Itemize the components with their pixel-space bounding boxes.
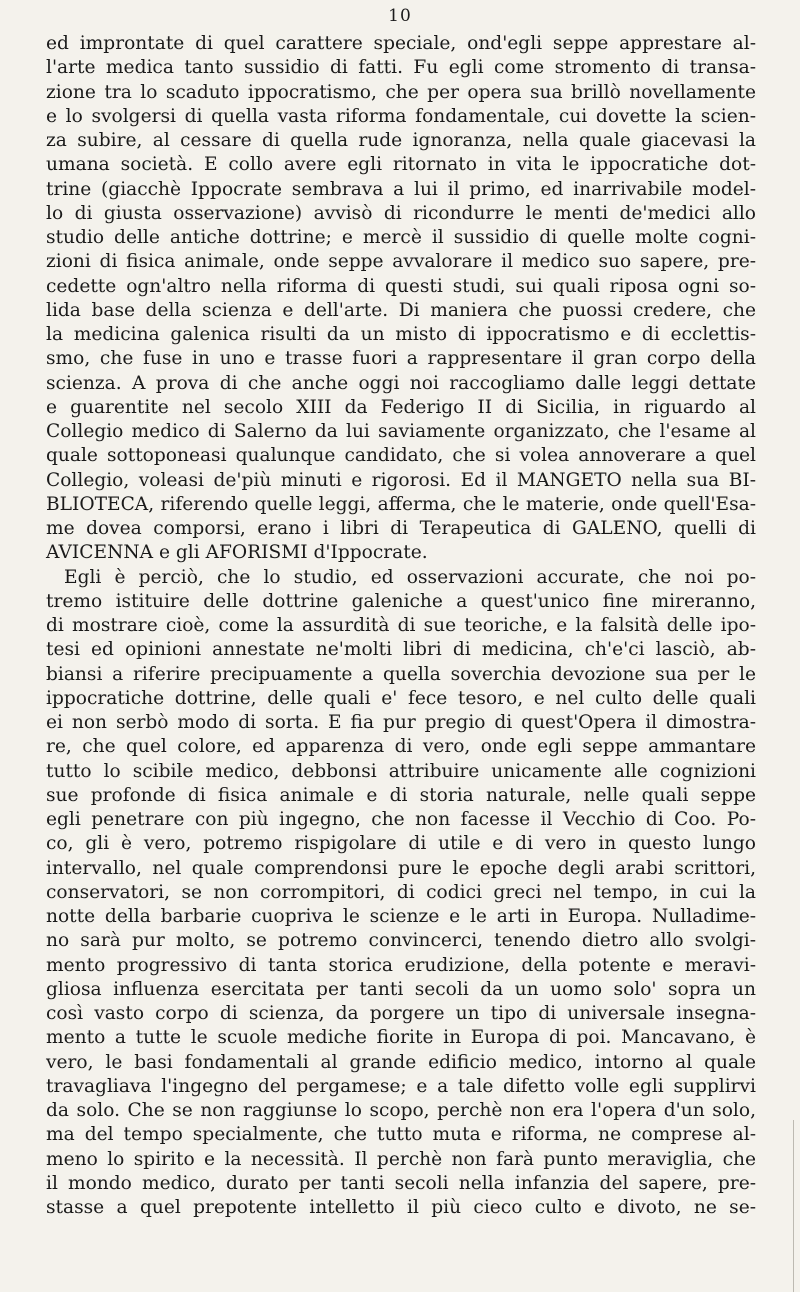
text-line: umana società. E collo avere egli ritornato in vita le ippocratiche dot- bbox=[46, 154, 756, 176]
text-line: zione tra lo scaduto ippocratismo, che per opera sua brillò novellamente bbox=[46, 81, 756, 103]
text-line: ei non serbò modo di sorta. E fia pur pregio di quest'Opera il dimostra- bbox=[46, 712, 756, 733]
text-line: za subire, al cessare di quella rude ignoranza, nella quale giacevasi la bbox=[46, 130, 756, 151]
text-line: quale sottoponeasi qualunque candidato, che si volea annoverare a quel bbox=[46, 445, 756, 467]
text-line: ippocratiche dottrine, delle quali e' fece tesoro, e nel culto delle quali bbox=[46, 687, 756, 709]
text-line: smo, che fuse in uno e trasse fuori a rappresentare il gran corpo della bbox=[46, 348, 756, 370]
text-line: sue profonde di fisica animale e di storia naturale, nelle quali seppe bbox=[46, 784, 756, 806]
text-line: biansi a riferire precipuamente a quella soverchia devozione sua per le bbox=[46, 663, 756, 685]
text-line: BLIOTECA, riferendo quelle leggi, afferma, che le materie, onde quell'Esa- bbox=[46, 493, 756, 515]
text-line: intervallo, nel quale comprendonsi pure le epoche degli arabi scrittori, bbox=[46, 857, 756, 879]
text-line: re, che quel colore, ed apparenza di vero, onde egli seppe ammantare bbox=[46, 736, 756, 758]
text-line: conservatori, se non corrompitori, di codici greci nel tempo, in cui la bbox=[46, 881, 756, 903]
text-line: mento progressivo di tanta storica erudizione, della potente e meravi- bbox=[46, 954, 756, 976]
text-line: egli penetrare con più ingegno, che non facesse il Vecchio di Coo. Po- bbox=[46, 809, 756, 830]
text-line: da solo. Che se non raggiunse lo scopo, perchè non era l'opera d'un solo, bbox=[46, 1100, 756, 1121]
text-line: trine (giacchè Ippocrate sembrava a lui il primo, ed inarrivabile model- bbox=[46, 178, 756, 200]
text-line: ma del tempo specialmente, che tutto muta e riforma, ne comprese al- bbox=[46, 1124, 756, 1146]
body-text bbox=[46, 32, 756, 1220]
page-number: 10 bbox=[388, 6, 412, 26]
text-line: e guarentite nel secolo XIII da Federigo II di Sicilia, in riguardo al bbox=[46, 396, 756, 418]
text-line: tesi ed opinioni annestate ne'molti libri di medicina, ch'e'ci lasciò, ab- bbox=[46, 639, 756, 661]
text-line: l'arte medica tanto sussidio di fatti. Fu egli come stromento di transa- bbox=[46, 57, 756, 79]
text-line: no sarà pur molto, se potremo convincerci, tenendo dietro allo svolgi- bbox=[46, 930, 756, 952]
text-line: gliosa influenza esercitata per tanti secoli da un uomo solo' sopra un bbox=[46, 978, 756, 1000]
text-line: studio delle antiche dottrine; e mercè il sussidio di quelle molte cogni- bbox=[46, 227, 756, 248]
text-line: mento a tutte le scuole mediche fiorite in Europa di poi. Mancavano, è bbox=[46, 1027, 756, 1049]
text-line: stasse a quel prepotente intelletto il più cieco culto e divoto, ne se- bbox=[46, 1197, 756, 1218]
text-line: il mondo medico, durato per tanti secoli nella infanzia del sapere, pre- bbox=[46, 1172, 756, 1194]
text-line: meno lo spirito e la necessità. Il perchè non farà punto meraviglia, che bbox=[46, 1148, 756, 1170]
text-line: lida base della scienza e dell'arte. Di maniera che puossi credere, che bbox=[46, 299, 756, 321]
text-line: co, gli è vero, potremo rispigolare di utile e di vero in questo lungo bbox=[46, 833, 756, 855]
text-line: AVICENNA e gli AFORISMI d'Ippocrate. bbox=[46, 542, 428, 564]
text-line: travagliava l'ingegno del pergamese; e a tale difetto volle egli supplirvi bbox=[46, 1075, 756, 1097]
text-line: cedette ogn'altro nella riforma di questi studi, sui quali riposa ogni so- bbox=[46, 275, 756, 297]
text-line: e lo svolgersi di quella vasta riforma fondamentale, cui dovette la scien- bbox=[46, 105, 756, 127]
text-line: di mostrare cioè, come la assurdità di sue teoriche, e la falsità delle ipo- bbox=[46, 615, 756, 636]
text-line: scienza. A prova di che anche oggi noi raccogliamo dalle leggi dettate bbox=[46, 372, 756, 394]
text-line: tremo istituire delle dottrine galeniche a quest'unico fine mireranno, bbox=[46, 590, 756, 612]
text-line: la medicina galenica risulti da un misto di ippocratismo e di ecclettis- bbox=[46, 324, 756, 345]
text-line: Egli è perciò, che lo studio, ed osservazioni accurate, che noi po- bbox=[64, 566, 756, 588]
text-line: tutto lo scibile medico, debbonsi attribuire unicamente alle cognizioni bbox=[46, 760, 756, 782]
text-line: lo di giusta osservazione) avvisò di ricondurre le menti de'medici allo bbox=[46, 202, 756, 224]
text-line: Collegio medico di Salerno da lui saviamente organizzato, che l'esame al bbox=[46, 421, 756, 442]
text-line: notte della barbarie cuopriva le scienze e le arti in Europa. Nulladime- bbox=[46, 906, 756, 927]
text-line: così vasto corpo di scienza, da porgere un tipo di universale insegna- bbox=[46, 1003, 756, 1024]
text-line: Collegio, voleasi de'più minuti e rigorosi. Ed il MANGETO nella sua BI- bbox=[46, 469, 756, 491]
text-line: me dovea comporsi, erano i libri di Terapeutica di GALENO, quelli di bbox=[46, 518, 756, 539]
text-line: ed improntate di quel carattere speciale, ond'egli seppe apprestare al- bbox=[46, 33, 756, 54]
page-edge-shadow bbox=[793, 1120, 794, 1292]
text-line: zioni di fisica animale, onde seppe avvalorare il medico suo sapere, pre- bbox=[46, 251, 756, 273]
text-line: vero, le basi fondamentali al grande edificio medico, intorno al quale bbox=[46, 1051, 756, 1073]
